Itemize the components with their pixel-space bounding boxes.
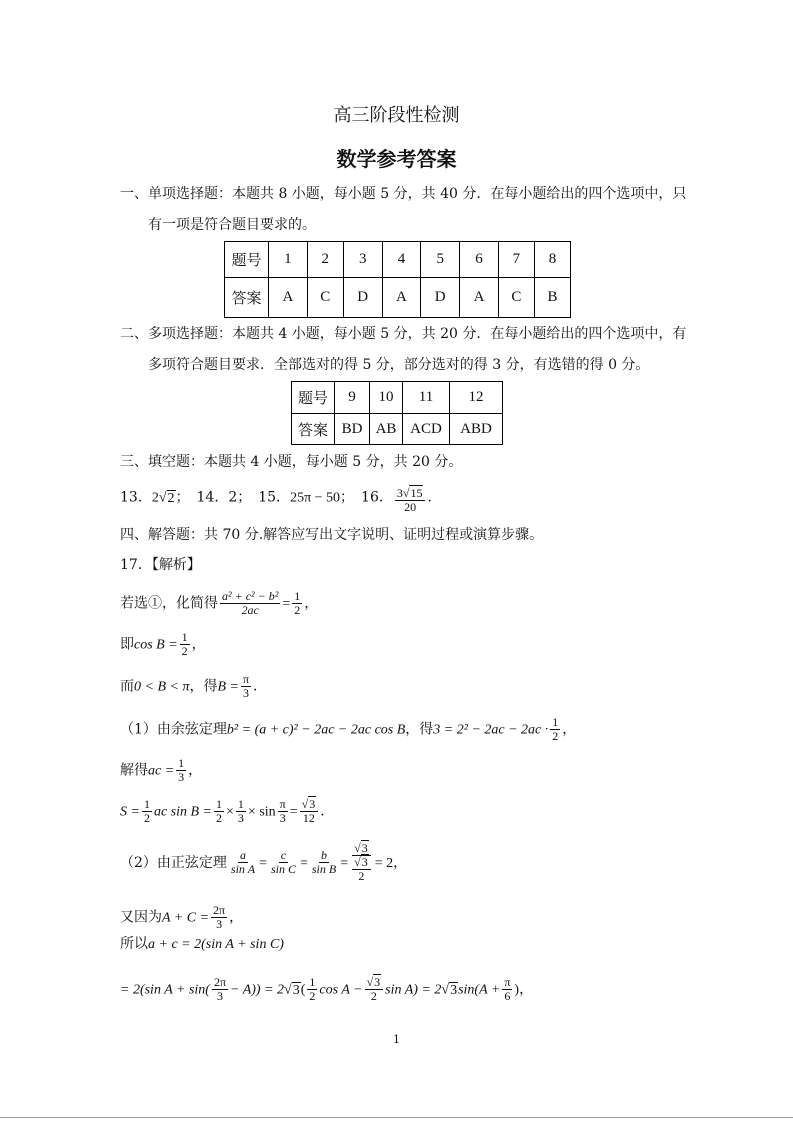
q16-fraction: $\frac{3√15}{20}$ — [395, 487, 426, 514]
solution-line-10: = 2(sin A + sin( $\frac{2\pi}{3}$ − A)) = 2√3( $\frac{1}{2}$ cos A − $\frac{√3}{2}$ sin A) = 2√3sin(A + $\frac{\pi}{6}$ )， — [120, 975, 534, 1004]
solution-line-8 — [120, 904, 243, 931]
denominator: 3 — [178, 770, 185, 785]
answer-cell: B — [534, 278, 570, 318]
equals: = — [299, 855, 308, 871]
fraction — [502, 976, 512, 1003]
q15-answer: 25π − 50 — [290, 490, 341, 506]
denominator: 12 — [302, 811, 315, 826]
times: × — [226, 804, 234, 820]
paren: ) — [514, 982, 520, 998]
radicand: 3 — [361, 855, 368, 870]
question-number-cell: 9 — [335, 382, 370, 414]
row-label-number: 题号 — [225, 242, 269, 278]
q16-num-coef: 3 — [396, 486, 403, 500]
text: 若选①，化简得 — [120, 595, 218, 612]
denominator: 3 — [279, 811, 286, 826]
solution-line-9 — [120, 935, 284, 954]
comma: ， — [562, 721, 577, 738]
fraction — [278, 798, 288, 825]
radicand: 3 — [374, 975, 381, 989]
fraction — [241, 673, 251, 700]
paren: ( — [300, 982, 306, 998]
fraction: $\frac{√3}{\frac{√3}{2}}$ — [350, 842, 373, 884]
question-number-cell: 3 — [343, 242, 382, 278]
denominator: 2 — [181, 644, 188, 659]
question-number-cell: 11 — [403, 382, 450, 414]
times-sin: × sin — [247, 804, 276, 820]
multi-choice-answer-table — [291, 381, 503, 445]
denominator: 2 — [358, 869, 365, 884]
row-label-answer: 答案 — [225, 278, 269, 318]
denominator: 3 — [216, 917, 223, 932]
radicand: 3 — [309, 797, 316, 811]
fraction: $\frac{√3}{12}$ — [300, 798, 319, 825]
fraction — [211, 904, 227, 931]
numerator: 1 — [309, 975, 316, 989]
solution-line-3 — [120, 673, 267, 700]
fraction — [229, 849, 257, 876]
answer-cell: ABD — [450, 414, 503, 445]
q16-end: ． — [427, 489, 442, 506]
fraction — [310, 849, 338, 876]
expr: sin A) = 2 — [385, 982, 442, 998]
expr: b² = (a + c)² − 2ac − 2ac cos B — [226, 722, 406, 738]
text: 又因为 — [120, 909, 162, 926]
answer-cell: BD — [335, 414, 370, 445]
expr: 0 < B < π — [134, 679, 190, 695]
answer-cell: C — [498, 278, 534, 318]
fill-in-answers: 13．2√2； 14．2； 15．25π − 50； 16． $\frac{3√15}{20}$ ． — [120, 486, 442, 515]
denominator: 2 — [294, 603, 301, 618]
expr: S = — [120, 804, 140, 820]
answer-cell: A — [460, 278, 499, 318]
numerator: 2π — [213, 903, 226, 917]
expr: ac = — [148, 763, 175, 779]
single-choice-answer-table — [224, 241, 571, 318]
expr: sin(A + — [458, 982, 501, 998]
question-number-cell: 4 — [382, 242, 421, 278]
equals: = — [282, 596, 291, 612]
denominator: 2 — [143, 811, 150, 826]
section2-instruction-line2: 多项符合题目要求．全部选对的得 5 分，部分选对的得 3 分，有选错的得 0 分。 — [148, 357, 650, 373]
q16-denominator: 20 — [404, 500, 417, 515]
expr: − A)) = 2 — [230, 982, 285, 998]
equals-two: = 2 — [374, 855, 394, 871]
numerator: 1 — [552, 715, 559, 729]
question-number-cell: 10 — [370, 382, 403, 414]
expr: B = — [217, 679, 239, 695]
comma: ， — [519, 981, 534, 998]
numerator: 1 — [294, 589, 301, 603]
q17-heading: 17．【解析】 — [120, 557, 201, 573]
solution-line-5 — [120, 757, 202, 784]
page-number: 1 — [393, 1033, 400, 1046]
expr: = 2(sin A + sin( — [120, 982, 210, 998]
section1-instruction-line1: 一、单项选择题：本题共 8 小题，每小题 5 分，共 40 分．在每小题给出的四个选项中，只 — [120, 186, 687, 202]
denominator: sin A — [230, 862, 256, 877]
numerator: b — [321, 848, 328, 863]
equals: = — [340, 855, 349, 871]
text: （2）由正弦定理 — [120, 854, 227, 871]
text: 解得 — [120, 762, 148, 779]
equals: = — [259, 855, 267, 871]
section2-instruction-line1: 二、多项选择题：本题共 4 小题，每小题 5 分，共 20 分．在每小题给出的四个选项中，有 — [120, 326, 687, 342]
answer-cell: A — [269, 278, 308, 318]
q13-label: 13． — [120, 489, 152, 506]
solution-line-6 — [120, 798, 334, 825]
denominator: sin B — [311, 862, 337, 877]
question-number-cell: 5 — [421, 242, 460, 278]
denominator: 2 — [552, 729, 559, 744]
comma: ， — [393, 854, 408, 871]
answer-cell: ACD — [403, 414, 450, 445]
expr: cos B = — [134, 637, 178, 653]
question-number-cell: 2 — [307, 242, 343, 278]
fraction — [180, 631, 190, 658]
fraction — [142, 798, 152, 825]
numerator: c — [280, 848, 287, 863]
fraction — [269, 849, 298, 876]
radicand: 3 — [361, 841, 368, 855]
numerator: a — [239, 848, 246, 863]
numerator: 1 — [181, 630, 188, 644]
page-title: 高三阶段性检测 — [333, 105, 460, 126]
answer-cell: C — [307, 278, 343, 318]
expr: A + C = — [162, 910, 210, 926]
denominator: 3 — [216, 989, 223, 1004]
answer-cell: D — [421, 278, 460, 318]
denominator: 3 — [237, 811, 244, 826]
numerator: π — [504, 975, 511, 989]
text: 而 — [120, 678, 134, 695]
section1-instruction-line2: 有一项是符合题目要求的。 — [148, 217, 316, 233]
expr: 3 = 2² − 2ac − 2ac · — [433, 722, 549, 738]
numerator: a² + c² − b² — [222, 589, 279, 603]
comma: ， — [304, 595, 319, 612]
denominator: 2 — [370, 989, 377, 1004]
comma: ， — [191, 636, 206, 653]
period: ． — [320, 803, 335, 820]
fraction — [176, 757, 186, 784]
q13-coef: 2 — [151, 490, 159, 506]
row-label-answer: 答案 — [292, 414, 335, 445]
question-number-cell: 7 — [498, 242, 534, 278]
text: （1）由余弦定理 — [120, 721, 227, 738]
question-number-cell: 6 — [460, 242, 499, 278]
fraction — [236, 798, 246, 825]
row-label-number: 题号 — [292, 382, 335, 414]
comma: ， — [229, 909, 244, 926]
denominator: sin C — [270, 862, 296, 877]
denominator: 2 — [309, 989, 316, 1004]
section4-instruction: 四、解答题：共 70 分.解答应写出文字说明、证明过程或演算步骤。 — [120, 527, 544, 543]
q13-radicand: 2 — [167, 490, 175, 506]
solution-line-4 — [120, 716, 576, 743]
denominator: 6 — [504, 989, 511, 1004]
numerator: 1 — [178, 756, 185, 770]
solution-line-2 — [120, 631, 206, 658]
numerator: 2π — [213, 975, 227, 989]
text: ，得 — [405, 721, 434, 738]
solution-line-7 — [120, 842, 407, 884]
denominator: 2 — [216, 811, 223, 826]
numerator: 1 — [216, 797, 223, 811]
radicand: 3 — [450, 982, 458, 998]
solution-line-1 — [120, 590, 318, 617]
fraction: $\frac{√3}{2}$ — [365, 976, 384, 1003]
period: ． — [253, 678, 268, 695]
equals: = — [289, 804, 298, 820]
fraction — [214, 798, 224, 825]
denominator: 3 — [243, 686, 249, 701]
comma: ， — [188, 762, 203, 779]
numerator: π — [242, 672, 250, 686]
question-number-cell: 12 — [450, 382, 503, 414]
answer-cell: A — [382, 278, 421, 318]
page-subtitle: 数学参考答案 — [336, 147, 457, 171]
radicand: 3 — [292, 982, 300, 998]
expr: ac sin B = — [153, 804, 213, 820]
section3-instruction: 三、填空题：本题共 4 小题，每小题 5 分，共 20 分。 — [120, 454, 463, 470]
fraction — [292, 590, 302, 617]
numerator: π — [279, 797, 286, 811]
question-number-cell: 1 — [269, 242, 308, 278]
question-number-cell: 8 — [534, 242, 570, 278]
denominator: 2ac — [241, 603, 259, 618]
fraction — [212, 976, 228, 1003]
q16-num-radicand: 15 — [410, 486, 423, 500]
text: 所以 — [120, 936, 148, 952]
q14-answer: ； 14．2； 15． — [175, 489, 291, 506]
answer-cell: D — [343, 278, 382, 318]
fraction — [550, 716, 560, 743]
text: 即 — [120, 636, 134, 653]
fraction — [307, 976, 317, 1003]
numerator: 1 — [237, 797, 244, 811]
fraction — [220, 590, 280, 617]
numerator: 1 — [143, 797, 150, 811]
answer-cell: AB — [370, 414, 403, 445]
page-bottom-border — [0, 1117, 793, 1118]
text: ，得 — [189, 678, 218, 695]
expr: a + c = 2(sin A + sin C) — [148, 937, 284, 952]
expr: cos A − — [319, 982, 363, 998]
q16-label: ； 16． — [340, 489, 393, 506]
